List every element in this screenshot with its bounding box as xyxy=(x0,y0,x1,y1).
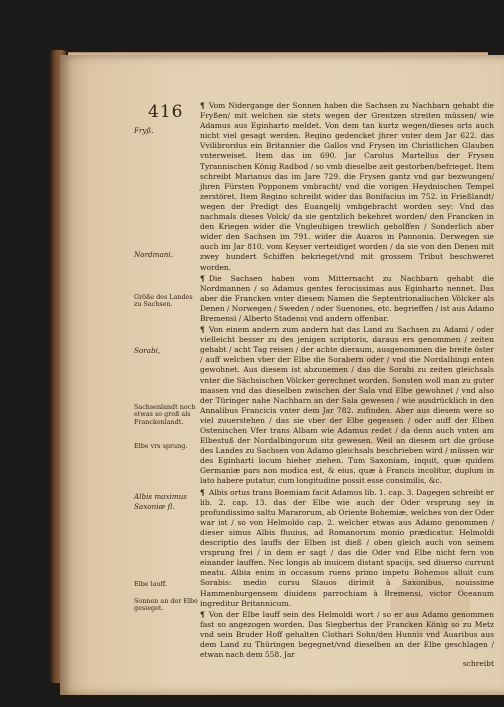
paragraph-text: Albis ortus trans Boemiam facit Adamus lib. 1. cap. 3. Dagegen schreibt er lib. 2. cap. 13. das der Elbe wie auch der Oder vrsprung sey in profundissimo saltu Mararorum, ab Oriente Bohemiæ, welches von der Oder war ist / so von Helmoldo cap. 2. welcher etwas aus Adamo genommen / dieser simus Albis fluuius, ad Romanorum monio prædicatur. Helmoldi descriptio des lauffs der Elben ist dieß / oben gleich auch von seinem vrsprung frei / in dem er sagt / das die Oder vnd Elbe nicht fern von einander lauffen. Nec longis ab inuicem distant spacijs, sed diuerso currunt meatu. Albia enim in occasum ruens primo impetu Bohemos alluit cum Sorabis: medio cursu Slauos dirimit à Saxonibus, nouissime Hammenburgensem diuidens parrochiam à Bremensi, victor Oceanum ingreditur Britannicum. xyxy=(200,487,494,608)
pilcrow-mark: ¶ xyxy=(200,487,205,497)
margin-note: Nordmani. xyxy=(134,250,173,259)
margin-note: Sorabi, xyxy=(134,346,161,355)
pilcrow-mark: ¶ xyxy=(200,609,205,619)
paragraph xyxy=(200,488,494,609)
page-number: 416 xyxy=(148,102,184,122)
paragraph-text: Von der Elbe lauff sein des Helmoldi wort / so er aus Adamo genommen fast so angezogen worden. Das Siegbertus der Francken König so zu Metz vnd sein Bruder Hoff gehalten Clothari Sohn/den Hunnis vnd Auaribus aus dem Land zu Thüringen begegnet/vnd dieselben an der Elbe geschlagen / etwan nach dem 558. Jar xyxy=(200,609,494,660)
pilcrow-mark: ¶ xyxy=(200,273,205,283)
paragraph-text: Vom Nidergange der Sonnen haben die Sachsen zu Nachbarn gehabt die Fryßen/ mit welchen sie stets wegen der Grentzen streiten müssen/ wie Adamus aus Eginharto meldet. Von dem tan kurtz wegen/dieses orts auch nicht viel gesagt werden. Regino gedencket jhrer vnter dem Jar 622. das Vvilibrordus ein Britannier die Gallos vnd Frysen im Christlichen Glauben vnterweiset. Item das im 690. Jar Carolus Martellus der Frysen Tyrannischen König Radbod / so vmb dieselbe zeit gestorben/befrieget. Item schreibt Marianus das im Jare 729. die Frysen gantz vnd gar bezwungen/ jhren Fürsten Popponem vmbracht/ vnd die vorigen Heydnischen Tempel zerstöret. Item Regino schreibt wider das Bonifacius im 752. in Frießlandt/ wegen der Predigt des Euangelij vmbgebracht worden sey: Vnd das nachmals dieses Volck/ da sie gentzlich bekehret worden/ den Francken in den Kriegen wider die Vngleubigen trewlich geholffen / Sonderlich aber wider den Sachsen im 791. wider die Auaros in Pannonia. Derwegen sie auch im Jar 810. vom Keyser verteidiget worden / da sie von den Denen mit zwey hundert Schiffen bekrieget/vnd mit grossem Tribut beschweret worden. xyxy=(200,101,494,272)
pilcrow-mark: ¶ xyxy=(200,101,205,110)
pilcrow-mark: ¶ xyxy=(200,325,205,335)
margin-note: Elbe vrs sprung. xyxy=(134,442,188,450)
margin-note: Sachsenlandt noch etwas so groß als Franckenlandt. xyxy=(134,403,196,426)
paragraph-text: Von einem andern zum andern hat das Land zu Sachsen zu Adami / oder vielleicht besser zu des jenigen scriptoris, daraus ers genommen / zeiten gehabt / acht Tag reisen / der achte dieraum, ausgenommen die breite öster / auff welchen vber der Elbe die Sorabern oder / vnd die Nordalbingi enten gewohnet. Aus diesem ist abzunemen / das die Sorabi zu zeiten gleichsals vnter die Sächsischen Völcker gerechnet worden. Sonsten woll man zu guter massen vnd das dieselben zwischen der Sala vnd Elbe gewohnet / vnd also der Türinger nahe Nachbarn an der Sala gewesen / wie ausdrücklich in den Annalibus Francicis vnter dem Jar 782. zufinden. Aber aus diesem were so viel zuuerstehen / das sie vber der Elbe gegessen / oder auff der Elben Ostenischen Vfer trans Albam wie Adamus redet / da denn auch vnten am Elbestuß der Nordalbingorum sitz gewesen. Weil an diesem ort die grösse des Landes zu Sachsen von Adamo gleichsals beschrieben wird / müssen wir des Eginharti locum hieher ziehen. Tum Saxoniam, inquit, quæ quidem Germaniæ pars non modica est, & eius, quæ à Francis incolitur, duplum in lato habere putatur, cum longitudine possit esse consimilis, &c. xyxy=(200,325,494,486)
margin-note: Fryß. xyxy=(134,126,154,135)
main-text-block xyxy=(200,101,494,668)
catchword: schreibt xyxy=(462,659,494,669)
margin-note: Albis maximus Saxoniæ fl. xyxy=(134,492,187,511)
margin-note: Sonnen an der Elbe gesieget. xyxy=(134,597,198,613)
paragraph xyxy=(200,325,494,487)
margin-note: Größe des Landes zu Sachsen. xyxy=(134,293,193,309)
paragraph-text: Die Sachsen haben vom Mitternacht zu Nachbarn gehabt die Nordmannen / so Adamus gentes ferocissimas aus Eginharto nennet. Das aber die Francken vnter diesem Namen die Septentrionalischen Völcker als Denen / Norwegen / Sweden / oder Suenones, etc. begrieffen / ist aus Adamo Bremensi / Alberto Stadensi vnd andern offenbar. xyxy=(200,273,494,323)
paragraph xyxy=(200,274,494,324)
margin-note: Elbe lauff. xyxy=(134,580,167,588)
paragraph xyxy=(200,610,494,660)
paragraph xyxy=(200,101,494,273)
